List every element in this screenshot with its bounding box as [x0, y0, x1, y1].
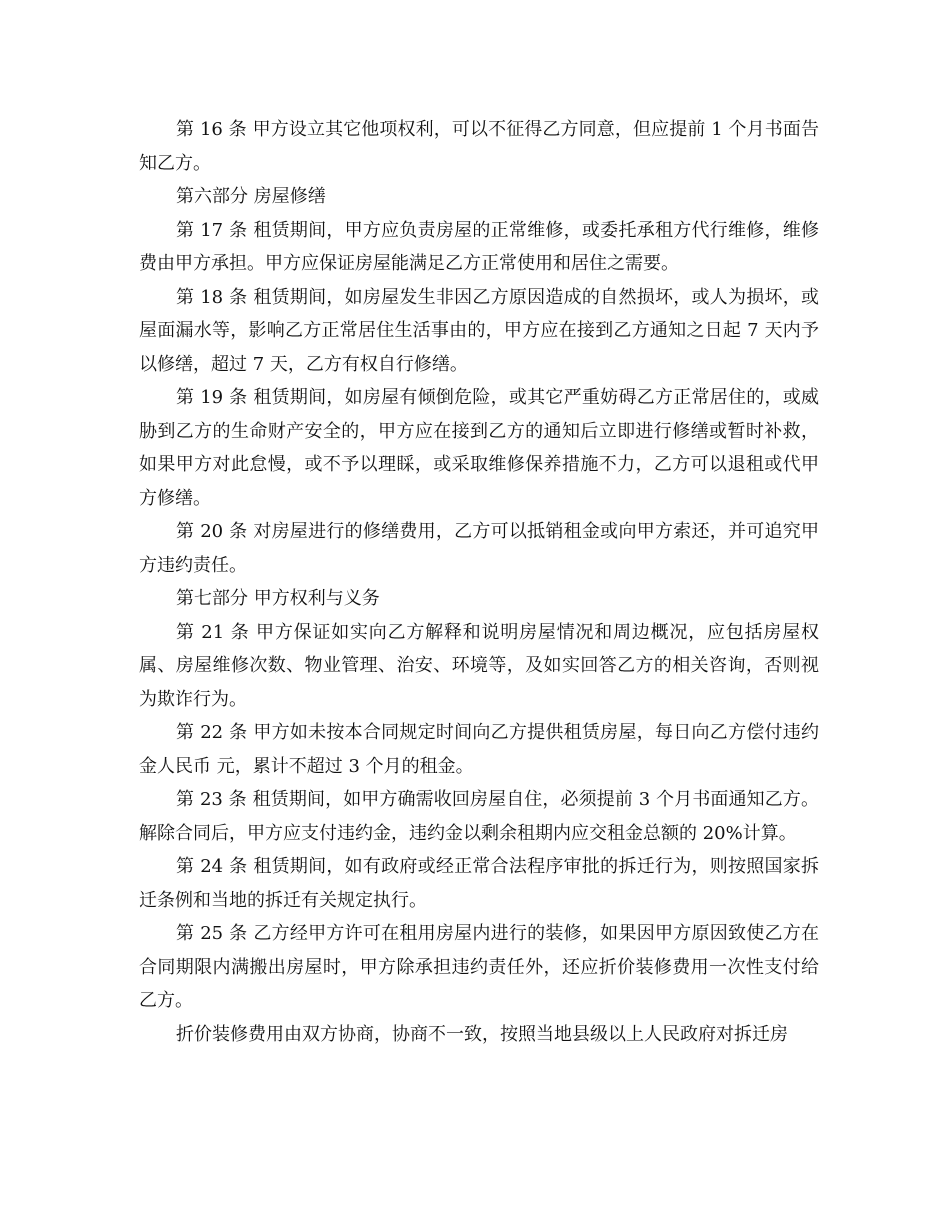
article-25-continuation: 折价装修费用由双方协商，协商不一致，按照当地县级以上人民政府对拆迁房	[176, 1023, 788, 1045]
article-21: 第 21 条 甲方保证如实向乙方解释和说明房屋情况和周边概况，应包括房屋权属、房屋维修次数、物业管理、治安、环境等，及如实回答乙方的相关咨询，否则视为欺诈行为。	[139, 621, 819, 710]
article-20: 第 20 条 对房屋进行的修缮费用，乙方可以抵销租金或向甲方索还，并可追究甲方违约责任。	[139, 521, 819, 576]
article-24: 第 24 条 租赁期间，如有政府或经正常合法程序审批的拆迁行为，则按照国家拆迁条例和当地的拆迁有关规定执行。	[139, 856, 819, 911]
article-22: 第 22 条 甲方如未按本合同规定时间向乙方提供租赁房屋，每日向乙方偿付违约金人民币 元，累计不超过 3 个月的租金。	[139, 722, 819, 777]
document-body	[139, 113, 819, 1051]
section-heading-6: 第六部分 房屋修缮	[176, 186, 326, 207]
article-19: 第 19 条 租赁期间，如房屋有倾倒危险，或其它严重妨碍乙方正常居住的，或威胁到乙方的生命财产安全的，甲方应在接到乙方的通知后立即进行修缮或暂时补救，如果甲方对此怠慢，或不予以理睬，或采取维修保养措施不力，乙方可以退租或代甲方修缮。	[139, 387, 819, 509]
article-23: 第 23 条 租赁期间，如甲方确需收回房屋自住，必须提前 3 个月书面通知乙方。解除合同后，甲方应支付违约金，违约金以剩余租期内应交租金总额的 20%计算。	[139, 789, 819, 844]
article-25: 第 25 条 乙方经甲方许可在租用房屋内进行的装修，如果因甲方原因致使乙方在合同期限内满搬出房屋时，甲方除承担违约责任外，还应折价装修费用一次性支付给乙方。	[139, 923, 819, 1011]
section-heading-7: 第七部分 甲方权利与义务	[176, 588, 380, 609]
article-17: 第 17 条 租赁期间，甲方应负责房屋的正常维修，或委托承租方代行维修，维修费由甲方承担。甲方应保证房屋能满足乙方正常使用和居住之需要。	[139, 219, 819, 274]
article-16: 第 16 条 甲方设立其它他项权利，可以不征得乙方同意，但应提前 1 个月书面告知乙方。	[139, 119, 819, 174]
article-18: 第 18 条 租赁期间，如房屋发生非因乙方原因造成的自然损坏，或人为损坏，或屋面漏水等，影响乙方正常居住生活事由的，甲方应在接到乙方通知之日起 7 天内予以修缮，超过 7 天，乙方有权自行修缮。	[139, 286, 819, 375]
